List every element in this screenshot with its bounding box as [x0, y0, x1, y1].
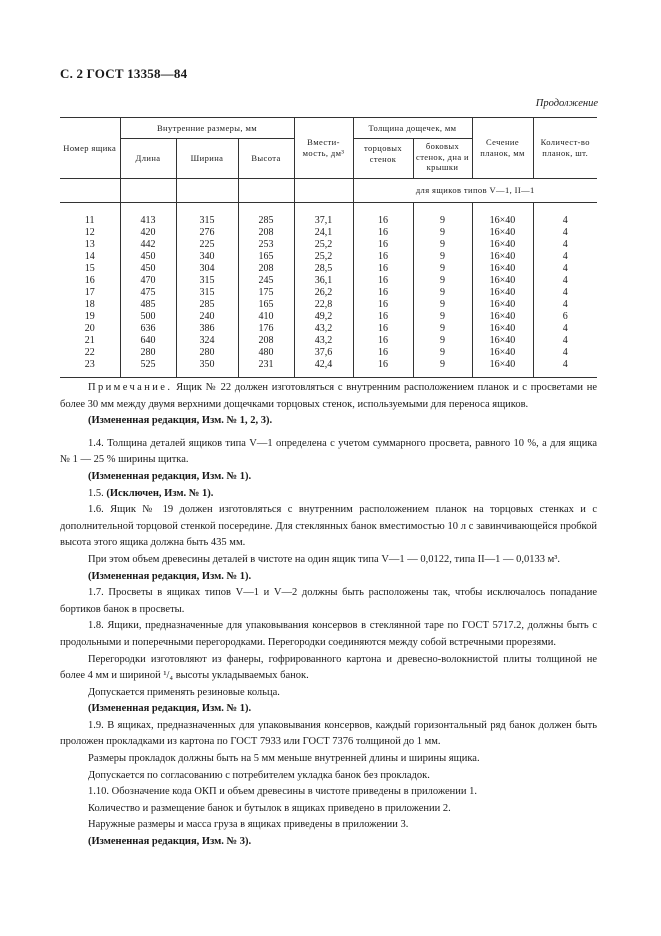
- cell-side: 9: [413, 287, 472, 299]
- cell-cnt: 4: [533, 287, 597, 299]
- cell-len: 485: [120, 299, 176, 311]
- note-label: Примечание.: [88, 382, 173, 393]
- table-row: [60, 239, 597, 251]
- table-body: [60, 203, 597, 378]
- para-1-5-num: 1.5.: [88, 487, 107, 499]
- cell-sec: 16×40: [472, 299, 533, 311]
- cell-cnt: 4: [533, 263, 597, 275]
- cell-wid: 315: [176, 275, 238, 287]
- cell-hgt: 285: [238, 203, 294, 228]
- cell-wid: 315: [176, 203, 238, 228]
- para-1-7: 1.7. Просветы в ящиках типов V—1 и V—2 должны быть расположены так, чтобы исключалось попадание бортиков банок в просветы.: [60, 587, 597, 615]
- cell-cap: 37,1: [294, 203, 353, 228]
- page-header: С. 2 ГОСТ 13358—84: [60, 66, 188, 81]
- cell-cap: 36,1: [294, 275, 353, 287]
- cell-wid: 324: [176, 335, 238, 347]
- cell-cap: 25,2: [294, 251, 353, 263]
- cell-cnt: 4: [533, 275, 597, 287]
- cell-num: 21: [84, 335, 95, 346]
- cell-wid: 304: [176, 263, 238, 275]
- cell-cap: 37,6: [294, 347, 353, 359]
- cell-side: 9: [413, 239, 472, 251]
- cell-cnt: 4: [533, 299, 597, 311]
- inner-size-group-header: Внутренние размеры, мм: [120, 118, 294, 139]
- cell-sec: 16×40: [472, 323, 533, 335]
- table-row: [60, 263, 597, 275]
- amendment-5: (Измененная редакция, Изм. № 3).: [88, 836, 252, 848]
- cell-num: 19: [84, 311, 95, 322]
- amendment-4: (Измененная редакция, Изм. № 1).: [88, 703, 252, 715]
- cell-cnt: 4: [533, 347, 597, 359]
- note-text: Ящик № 22 должен изготовляться с внутренним расположением планок и с просветами не более 30 мм между двумя верхними дощечками торцовых стенок, используемыми для переноса ящиков.: [60, 382, 597, 410]
- col-length-header: Длина: [120, 139, 176, 179]
- table-row: [60, 227, 597, 239]
- table-row: [60, 287, 597, 299]
- cell-hgt: 176: [238, 323, 294, 335]
- cell-cnt: 4: [533, 227, 597, 239]
- cell-cnt: 6: [533, 311, 597, 323]
- cell-wid: 285: [176, 299, 238, 311]
- cell-wid: 350: [176, 359, 238, 378]
- cell-cap: 42,4: [294, 359, 353, 378]
- cell-cnt: 4: [533, 251, 597, 263]
- cell-sec: 16×40: [472, 335, 533, 347]
- cell-num: 23: [60, 359, 120, 378]
- thickness-group-header: Толщина дощечек, мм: [353, 118, 472, 139]
- cell-end: 16: [353, 299, 413, 311]
- cell-wid: 315: [176, 287, 238, 299]
- cell-end: 16: [353, 335, 413, 347]
- col-number-header: Номер ящика: [60, 118, 120, 179]
- cell-cnt: 4: [533, 359, 597, 378]
- cell-sec: 16×40: [472, 263, 533, 275]
- col-width-header: Ширина: [176, 139, 238, 179]
- cell-len: 470: [120, 275, 176, 287]
- col-capacity-header: Вмести-мость, дм³: [294, 118, 353, 179]
- table-row: [60, 311, 597, 323]
- amendment-2: (Измененная редакция, Изм. № 1).: [88, 470, 252, 482]
- para-1-9: 1.9. В ящиках, предназначенных для упаковывания консервов, каждый горизонтальный ряд банок должен быть проложен прокладками из картона по ГОСТ 7933 или ГОСТ 7376 толщиной до 1 мм.: [60, 719, 597, 748]
- cell-side: 9: [413, 227, 472, 239]
- para-1-8: 1.8. Ящики, предназначенные для упаковывания консервов в стеклянной таре по ГОСТ 5717.2, должны быть с продольными и поперечными перегородками. Перегородки соединяются между собой встречными прорезями.: [60, 620, 597, 648]
- cell-sec: 16×40: [472, 227, 533, 239]
- cell-num: 17: [84, 287, 95, 298]
- cell-num: 12: [84, 227, 95, 238]
- cell-num: 20: [84, 323, 95, 334]
- continuation-label: Продолжение: [535, 98, 598, 109]
- cell-sec: 16×40: [472, 359, 533, 378]
- cell-hgt: 231: [238, 359, 294, 378]
- cell-side: 9: [413, 359, 472, 378]
- cell-len: 500: [120, 311, 176, 323]
- cell-end: 16: [353, 239, 413, 251]
- cell-hgt: 410: [238, 311, 294, 323]
- cell-side: 9: [413, 203, 472, 228]
- cell-side: 9: [413, 323, 472, 335]
- cell-end: 16: [353, 275, 413, 287]
- cell-wid: 280: [176, 347, 238, 359]
- cell-wid: 225: [176, 239, 238, 251]
- amendment-3: (Измененная редакция, Изм. № 1).: [88, 570, 252, 582]
- para-1-6: 1.6. Ящик № 19 должен изготовляться с внутренним расположением планок на торцовых стенках и с дополнительной торцовой стенкой посередине. Для стеклянных банок вместимостью 10 л с завинчивающейся пробкой высота этого ящика должна быть 435 мм.: [60, 504, 597, 549]
- cell-len: 475: [120, 287, 176, 299]
- cell-len: 442: [120, 239, 176, 251]
- box-dimensions-table: [60, 117, 597, 378]
- cell-end: 16: [353, 311, 413, 323]
- cell-cap: 22,8: [294, 299, 353, 311]
- cell-len: 413: [120, 203, 176, 228]
- cell-end: 16: [353, 347, 413, 359]
- cell-side: 9: [413, 275, 472, 287]
- cell-num: 22: [84, 347, 95, 358]
- cell-side: 9: [413, 299, 472, 311]
- body-text: [60, 380, 597, 851]
- para-1-5: [60, 486, 597, 503]
- cell-cap: 43,2: [294, 323, 353, 335]
- table-row: [60, 275, 597, 287]
- col-count-header: Количест-во планок, шт.: [533, 118, 597, 179]
- cell-len: 450: [120, 263, 176, 275]
- cell-wid: 386: [176, 323, 238, 335]
- cell-end: 16: [353, 251, 413, 263]
- cell-end: 16: [353, 203, 413, 228]
- cell-wid: 276: [176, 227, 238, 239]
- table-row: [60, 335, 597, 347]
- note-paragraph: [60, 380, 597, 413]
- cell-cnt: 4: [533, 239, 597, 251]
- cell-hgt: 208: [238, 227, 294, 239]
- cell-side: 9: [413, 311, 472, 323]
- para-1-10: 1.10. Обозначение кода ОКП и объем древесины в чистоте приведены в приложении 1.: [88, 786, 478, 798]
- cell-cap: 49,2: [294, 311, 353, 323]
- cell-hgt: 175: [238, 287, 294, 299]
- para-pad-size: Размеры прокладок должны быть на 5 мм меньше внутренней длины и ширины ящика.: [88, 753, 480, 765]
- cell-hgt: 208: [238, 263, 294, 275]
- cell-len: 636: [120, 323, 176, 335]
- cell-end: 16: [353, 323, 413, 335]
- cell-end: 16: [353, 263, 413, 275]
- subheader-types: для ящиков типов V—1, II—1: [353, 179, 597, 203]
- cell-len: 450: [120, 251, 176, 263]
- table-row: [60, 347, 597, 359]
- cell-len: 525: [120, 359, 176, 378]
- cell-sec: 16×40: [472, 251, 533, 263]
- cell-end: 16: [353, 287, 413, 299]
- para-no-pads: Допускается по согласованию с потребителем укладка банок без прокладок.: [88, 769, 430, 781]
- cell-num: 18: [84, 299, 95, 310]
- col-height-header: Высота: [238, 139, 294, 179]
- cell-num: 13: [84, 239, 95, 250]
- col-side-walls-header: боковых стенок, дна и крышки: [413, 139, 472, 179]
- amendment-1: (Измененная редакция, Изм. № 1, 2, 3).: [88, 415, 273, 427]
- cell-cap: 25,2: [294, 239, 353, 251]
- cell-num: 16: [84, 275, 95, 286]
- cell-hgt: 165: [238, 251, 294, 263]
- cell-num: 11: [84, 215, 95, 226]
- table-row: [60, 323, 597, 335]
- cell-num: 14: [84, 251, 95, 262]
- cell-hgt: 208: [238, 335, 294, 347]
- para-1-5-text: (Исключен, Изм. № 1).: [106, 487, 214, 499]
- cell-wid: 340: [176, 251, 238, 263]
- cell-len: 640: [120, 335, 176, 347]
- cell-cap: 28,5: [294, 263, 353, 275]
- cell-hgt: 245: [238, 275, 294, 287]
- cell-sec: 16×40: [472, 347, 533, 359]
- cell-cap: 26,2: [294, 287, 353, 299]
- cell-hgt: 253: [238, 239, 294, 251]
- cell-sec: 16×40: [472, 287, 533, 299]
- cell-hgt: 165: [238, 299, 294, 311]
- para-volume: При этом объем древесины деталей в чистоте на один ящик типа V—1 — 0,0122, типа II—1 — 0,0133 м³.: [88, 553, 561, 565]
- cell-side: 9: [413, 335, 472, 347]
- cell-side: 9: [413, 347, 472, 359]
- cell-cnt: 4: [533, 203, 597, 228]
- cell-end: 16: [353, 359, 413, 378]
- table-row: [60, 203, 597, 228]
- cell-sec: 16×40: [472, 275, 533, 287]
- cell-end: 16: [353, 227, 413, 239]
- col-section-header: Сечение планок, мм: [472, 118, 533, 179]
- cell-len: 280: [120, 347, 176, 359]
- cell-hgt: 480: [238, 347, 294, 359]
- cell-cap: 43,2: [294, 335, 353, 347]
- para-appendix-2: Количество и размещение банок и бутылок в ящиках приведено в приложении 2.: [88, 802, 451, 814]
- cell-sec: 16×40: [472, 203, 533, 228]
- cell-cap: 24,1: [294, 227, 353, 239]
- para-rubber-rings: Допускается применять резиновые кольца.: [88, 686, 280, 698]
- cell-sec: 16×40: [472, 311, 533, 323]
- para-partitions: Перегородки изготовляют из фанеры, гофрированного картона и древесно-волокнистой плиты толщиной не более 4 мм и шириной ¹/₄ высоты укладываемых банок.: [60, 653, 597, 682]
- para-appendix-3: Наружные размеры и масса груза в ящиках приведены в приложении 3.: [88, 819, 409, 831]
- col-end-walls-header: торцовых стенок: [353, 139, 413, 179]
- cell-sec: 16×40: [472, 239, 533, 251]
- table-row: [60, 299, 597, 311]
- cell-side: 9: [413, 251, 472, 263]
- cell-wid: 240: [176, 311, 238, 323]
- para-1-4: 1.4. Толщина деталей ящиков типа V—1 определена с учетом суммарного просвета, равного 10 %, а для ящика № 1 — 25 % ширины щитка.: [60, 437, 597, 466]
- table-row: [60, 251, 597, 263]
- cell-side: 9: [413, 263, 472, 275]
- cell-cnt: 4: [533, 323, 597, 335]
- cell-cnt: 4: [533, 335, 597, 347]
- cell-num: 15: [84, 263, 95, 274]
- cell-len: 420: [120, 227, 176, 239]
- table-row: [60, 359, 597, 378]
